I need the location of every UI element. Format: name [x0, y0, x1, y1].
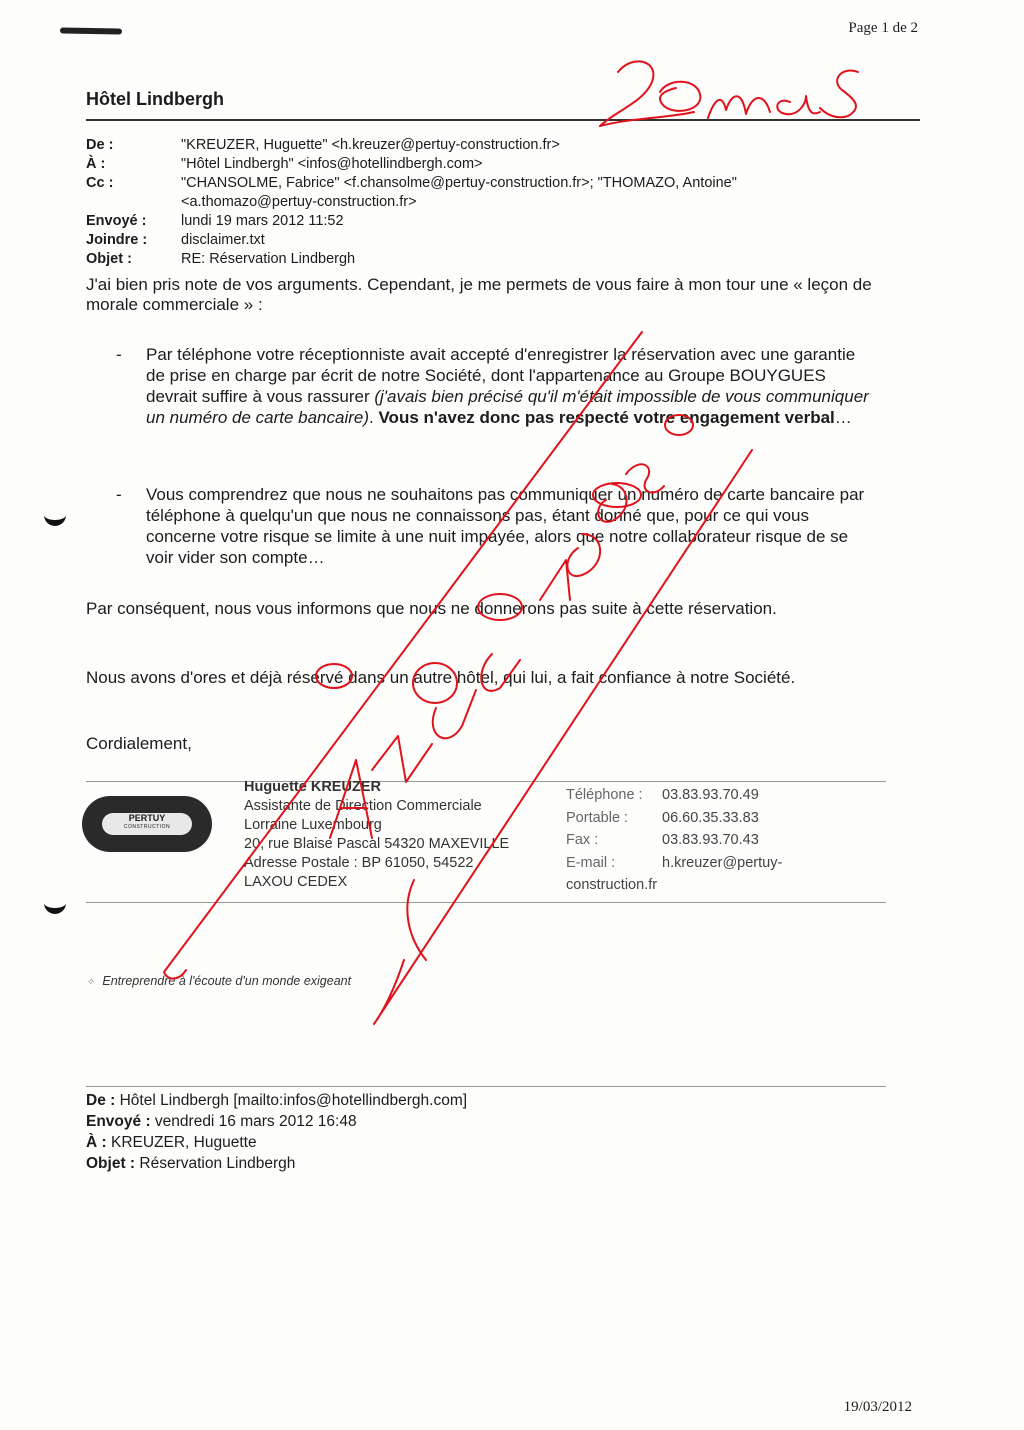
- tagline: ✧ Entreprendre à l'écoute d'un monde exigeant: [86, 974, 352, 988]
- body-paragraph: Par conséquent, nous vous informons que nous ne donnerons pas suite à cette réservation.: [86, 599, 777, 618]
- fax-number: 03.83.93.70.43: [662, 832, 759, 848]
- signature-role: Assistante de Direction Commerciale: [244, 798, 482, 814]
- mobile-number: 06.60.35.33.83: [662, 809, 759, 826]
- signature-postal: Adresse Postale : BP 61050, 54522: [244, 855, 474, 871]
- signature-region: Lorraine Luxembourg: [244, 817, 382, 833]
- page-number: Page 1 de 2: [848, 20, 918, 36]
- body-paragraph: Nous avons d'ores et déjà réservé dans un autre hôtel, qui lui, a fait confiance à notre Société.: [86, 668, 796, 687]
- signature-name: Huguette KREUZER: [244, 779, 381, 795]
- footer-date: 19/03/2012: [843, 1399, 912, 1415]
- document-title: Hôtel Lindbergh: [86, 89, 224, 109]
- closing: Cordialement,: [86, 734, 192, 753]
- phone-number: 03.83.93.70.49: [662, 787, 759, 803]
- handwritten-date: [600, 61, 694, 126]
- signature-city: LAXOU CEDEX: [244, 874, 348, 890]
- body-intro: J'ai bien pris note de vos arguments. Cependant, je me permets de vous faire à mon tour une « leçon de morale commerciale » :: [86, 275, 872, 314]
- email-link-continued[interactable]: construction.fr: [566, 877, 658, 893]
- bullet-dash: -: [116, 345, 122, 364]
- tree-icon: ✧: [86, 977, 95, 988]
- email-link[interactable]: h.kreuzer@pertuy-: [662, 854, 783, 871]
- contact-details: Téléphone : 03.83.93.70.49 Portable : 06.60.35.33.83 Fax : 03.83.93.70.43 E-mail : h.kreuzer@pertuy- construction.fr: [566, 784, 782, 897]
- signature-address: 20, rue Blaise Pascal 54320 MAXEVILLE: [244, 836, 510, 852]
- bullet-text: Par téléphone votre réceptionniste avait accepté d'enregistrer la réservation avec une garantie de prise en charge par écrit de notre Société, dont l'appartenance au Groupe BOUYGUES devrait suffire à vous rassurer (j'avais bien précisé qu'il m'était impossible de vous communiquer un numéro de carte bancaire). Vous n'avez donc pas respecté votre engagement verbal…: [146, 345, 869, 427]
- bullet-text: Vous comprendrez que nous ne souhaitons pas communiquer un numéro de carte bancaire par téléphone à quelqu'un que nous ne connaissons pas, étant donné que, pour ce qui vous concerne votre risque se limite à une nuit impayée, alors que notre collaborateur risque de se voir vider son compte…: [146, 485, 865, 567]
- company-logo: PERTUY CONSTRUCTION: [82, 796, 212, 852]
- bullet-dash: -: [116, 485, 122, 504]
